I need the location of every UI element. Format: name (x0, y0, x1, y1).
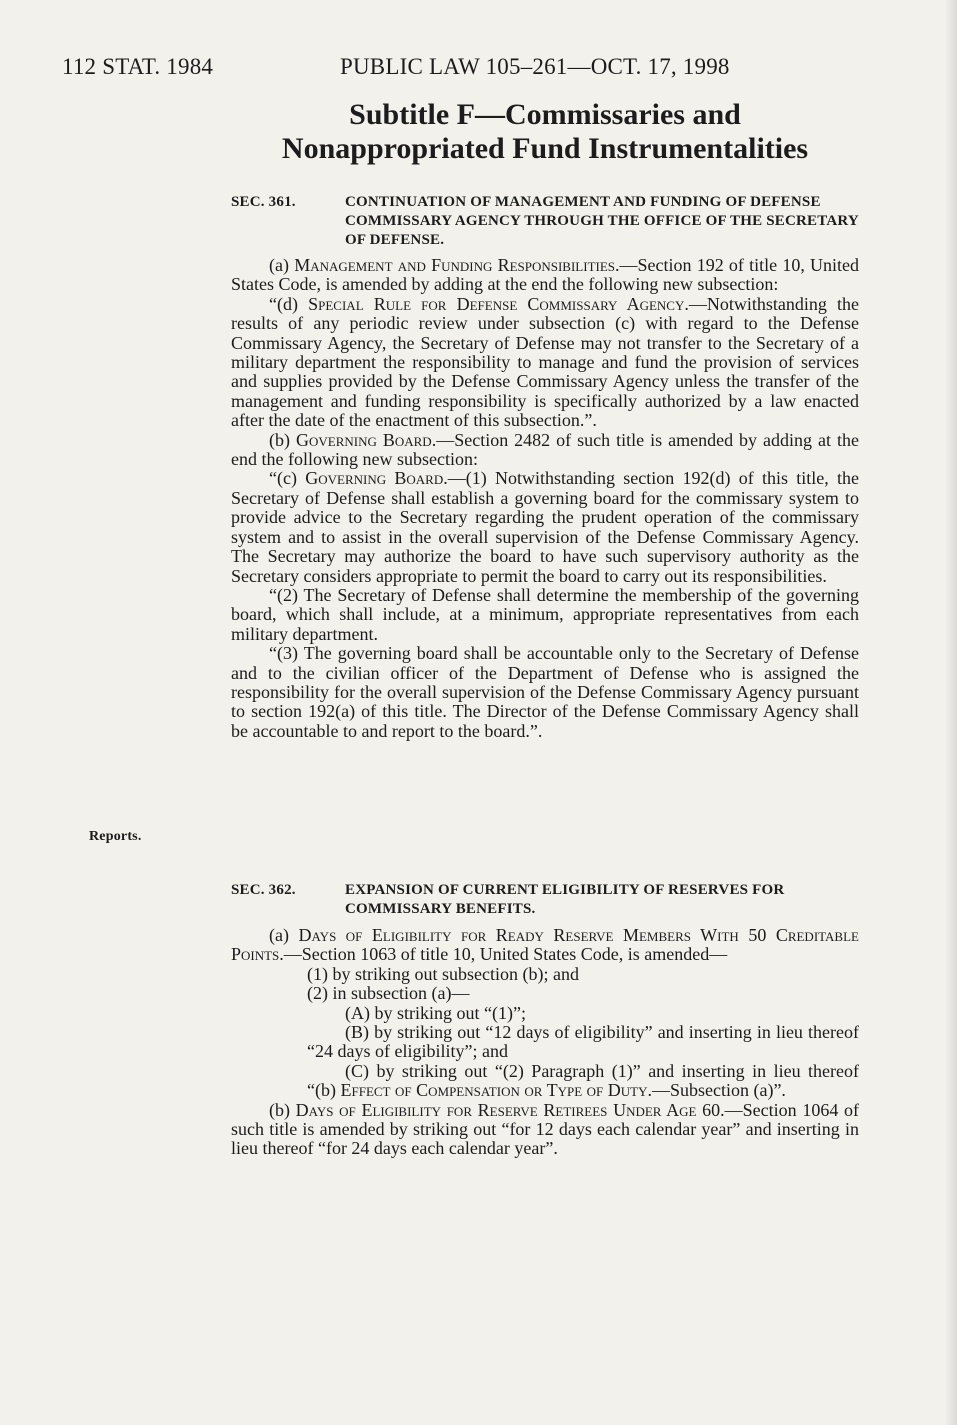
sec362-subsection-a-heading: Days of Eligibility for Ready Reserve Members With 50 Creditable Points. (231, 925, 859, 965)
subsection-c-paragraph: “(c) Governing Board.—(1) Notwithstanding section 192(d) of this title, the Secretary of Defense shall establish a governing board for the commissary system to provide advice to the Secretary regarding the prudent operation of the commissary system and to assist in the overall supervision of the Defense Commissary Agency. The Secretary may authorize the board to have such supervisory authority as the Secretary considers appropriate to permit the board to carry out its responsibilities. (231, 468, 859, 586)
subsection-d-heading: Special Rule for Defense Commissary Agency. (308, 293, 689, 314)
subsection-c-heading: Governing Board. (305, 468, 448, 489)
section-361-number: SEC. 361. (231, 194, 296, 210)
sec362-subsection-b-paragraph: (b) Days of Eligibility for Reserve Retirees Under Age 60.—Section 1064 of such title is amended by striking out “for 12 days each calendar year” and inserting in lieu thereof “for 24 days each calendar year”. (231, 1099, 859, 1159)
subsection-a-heading: Management and Funding Responsibilities. (294, 255, 620, 275)
item-1: (1) by striking out subsection (b); and (307, 963, 579, 984)
section-362-heading (231, 881, 861, 919)
section-362-number: SEC. 362. (231, 882, 296, 898)
item-C: (C) by striking out “(2) Paragraph (1)” and inserting in lieu thereof “(b) Effect of Compensation or Type of Duty.—Subsection (a)”. (307, 1060, 859, 1101)
subtitle-line-1: Subtitle F—Commissaries and (349, 98, 741, 131)
subtitle-line-2: Nonappropriated Fund Instrumentalities (281, 132, 809, 165)
subsection-a-paragraph: (a) Management and Funding Responsibilities.—Section 192 of title 10, United States Code, is amended by adding at the end the following new subsection: (231, 255, 860, 295)
section-362-title: EXPANSION OF CURRENT ELIGIBILITY OF RESERVES FOR COMMISSARY BENEFITS. (345, 882, 785, 917)
item-A: (A) by striking out “(1)”; (345, 1002, 526, 1023)
subtitle-heading (200, 98, 890, 166)
sec362-subsection-a-paragraph: (a) Days of Eligibility for Ready Reserve Members With 50 Creditable Points.—Section 1063 of title 10, United States Code, is amended— (231, 925, 859, 965)
margin-note-reports: Reports. (89, 829, 142, 844)
section-361-heading (231, 193, 861, 250)
item-B: (B) by striking out “12 days of eligibility” and inserting in lieu thereof “24 days of eligibility”; and (307, 1022, 859, 1062)
section-361-title: CONTINUATION OF MANAGEMENT AND FUNDING OF DEFENSE COMMISSARY AGENCY THROUGH THE OFFICE OF THE SECRETARY OF DEFENSE. (345, 194, 859, 248)
subsection-c-3-paragraph: “(3) The governing board shall be accountable only to the Secretary of Defense and to the civilian officer of the Department of Defense who is assigned the responsibility for the overall supervision of the Defense Commissary Agency pursuant to section 192(a) of this title. The Director of the Defense Commissary Agency shall be accountable to and report to the board.”. (231, 643, 859, 741)
sec362-subsection-b-heading: Days of Eligibility for Reserve Retirees Under Age 60. (295, 1099, 725, 1120)
item-C-heading: Effect of Compensation or Type of Duty. (340, 1080, 652, 1101)
subsection-b-paragraph: (b) Governing Board.—Section 2482 of such title is amended by adding at the end the following new subsection: (231, 429, 859, 470)
subsection-c-2-paragraph: “(2) The Secretary of Defense shall determine the membership of the governing board, which shall include, at a minimum, appropriate representatives from each military department. (231, 584, 859, 644)
scan-edge (945, 0, 957, 1425)
stat-page-number: 112 STAT. 1984 (62, 54, 214, 79)
section-362-body (231, 926, 859, 1159)
public-law-citation: PUBLIC LAW 105–261—OCT. 17, 1998 (340, 54, 730, 79)
subsection-b-heading: Governing Board. (295, 429, 437, 450)
subsection-d-paragraph: “(d) Special Rule for Defense Commissary Agency.—Notwithstanding the results of any periodic review under subsection (c) with regard to the Defense Commissary Agency, the Secretary of Defense may not transfer to the Secretary of a military department the responsibility to manage and fund the provision of services and supplies provided by the Defense Commissary Agency unless the transfer of the management and funding responsibility is specifically authorized by a law enacted after the date of the enactment of this subsection.”. (231, 293, 859, 431)
running-head (62, 54, 782, 80)
section-361-body (231, 256, 859, 741)
item-2: (2) in subsection (a)— (307, 983, 470, 1004)
